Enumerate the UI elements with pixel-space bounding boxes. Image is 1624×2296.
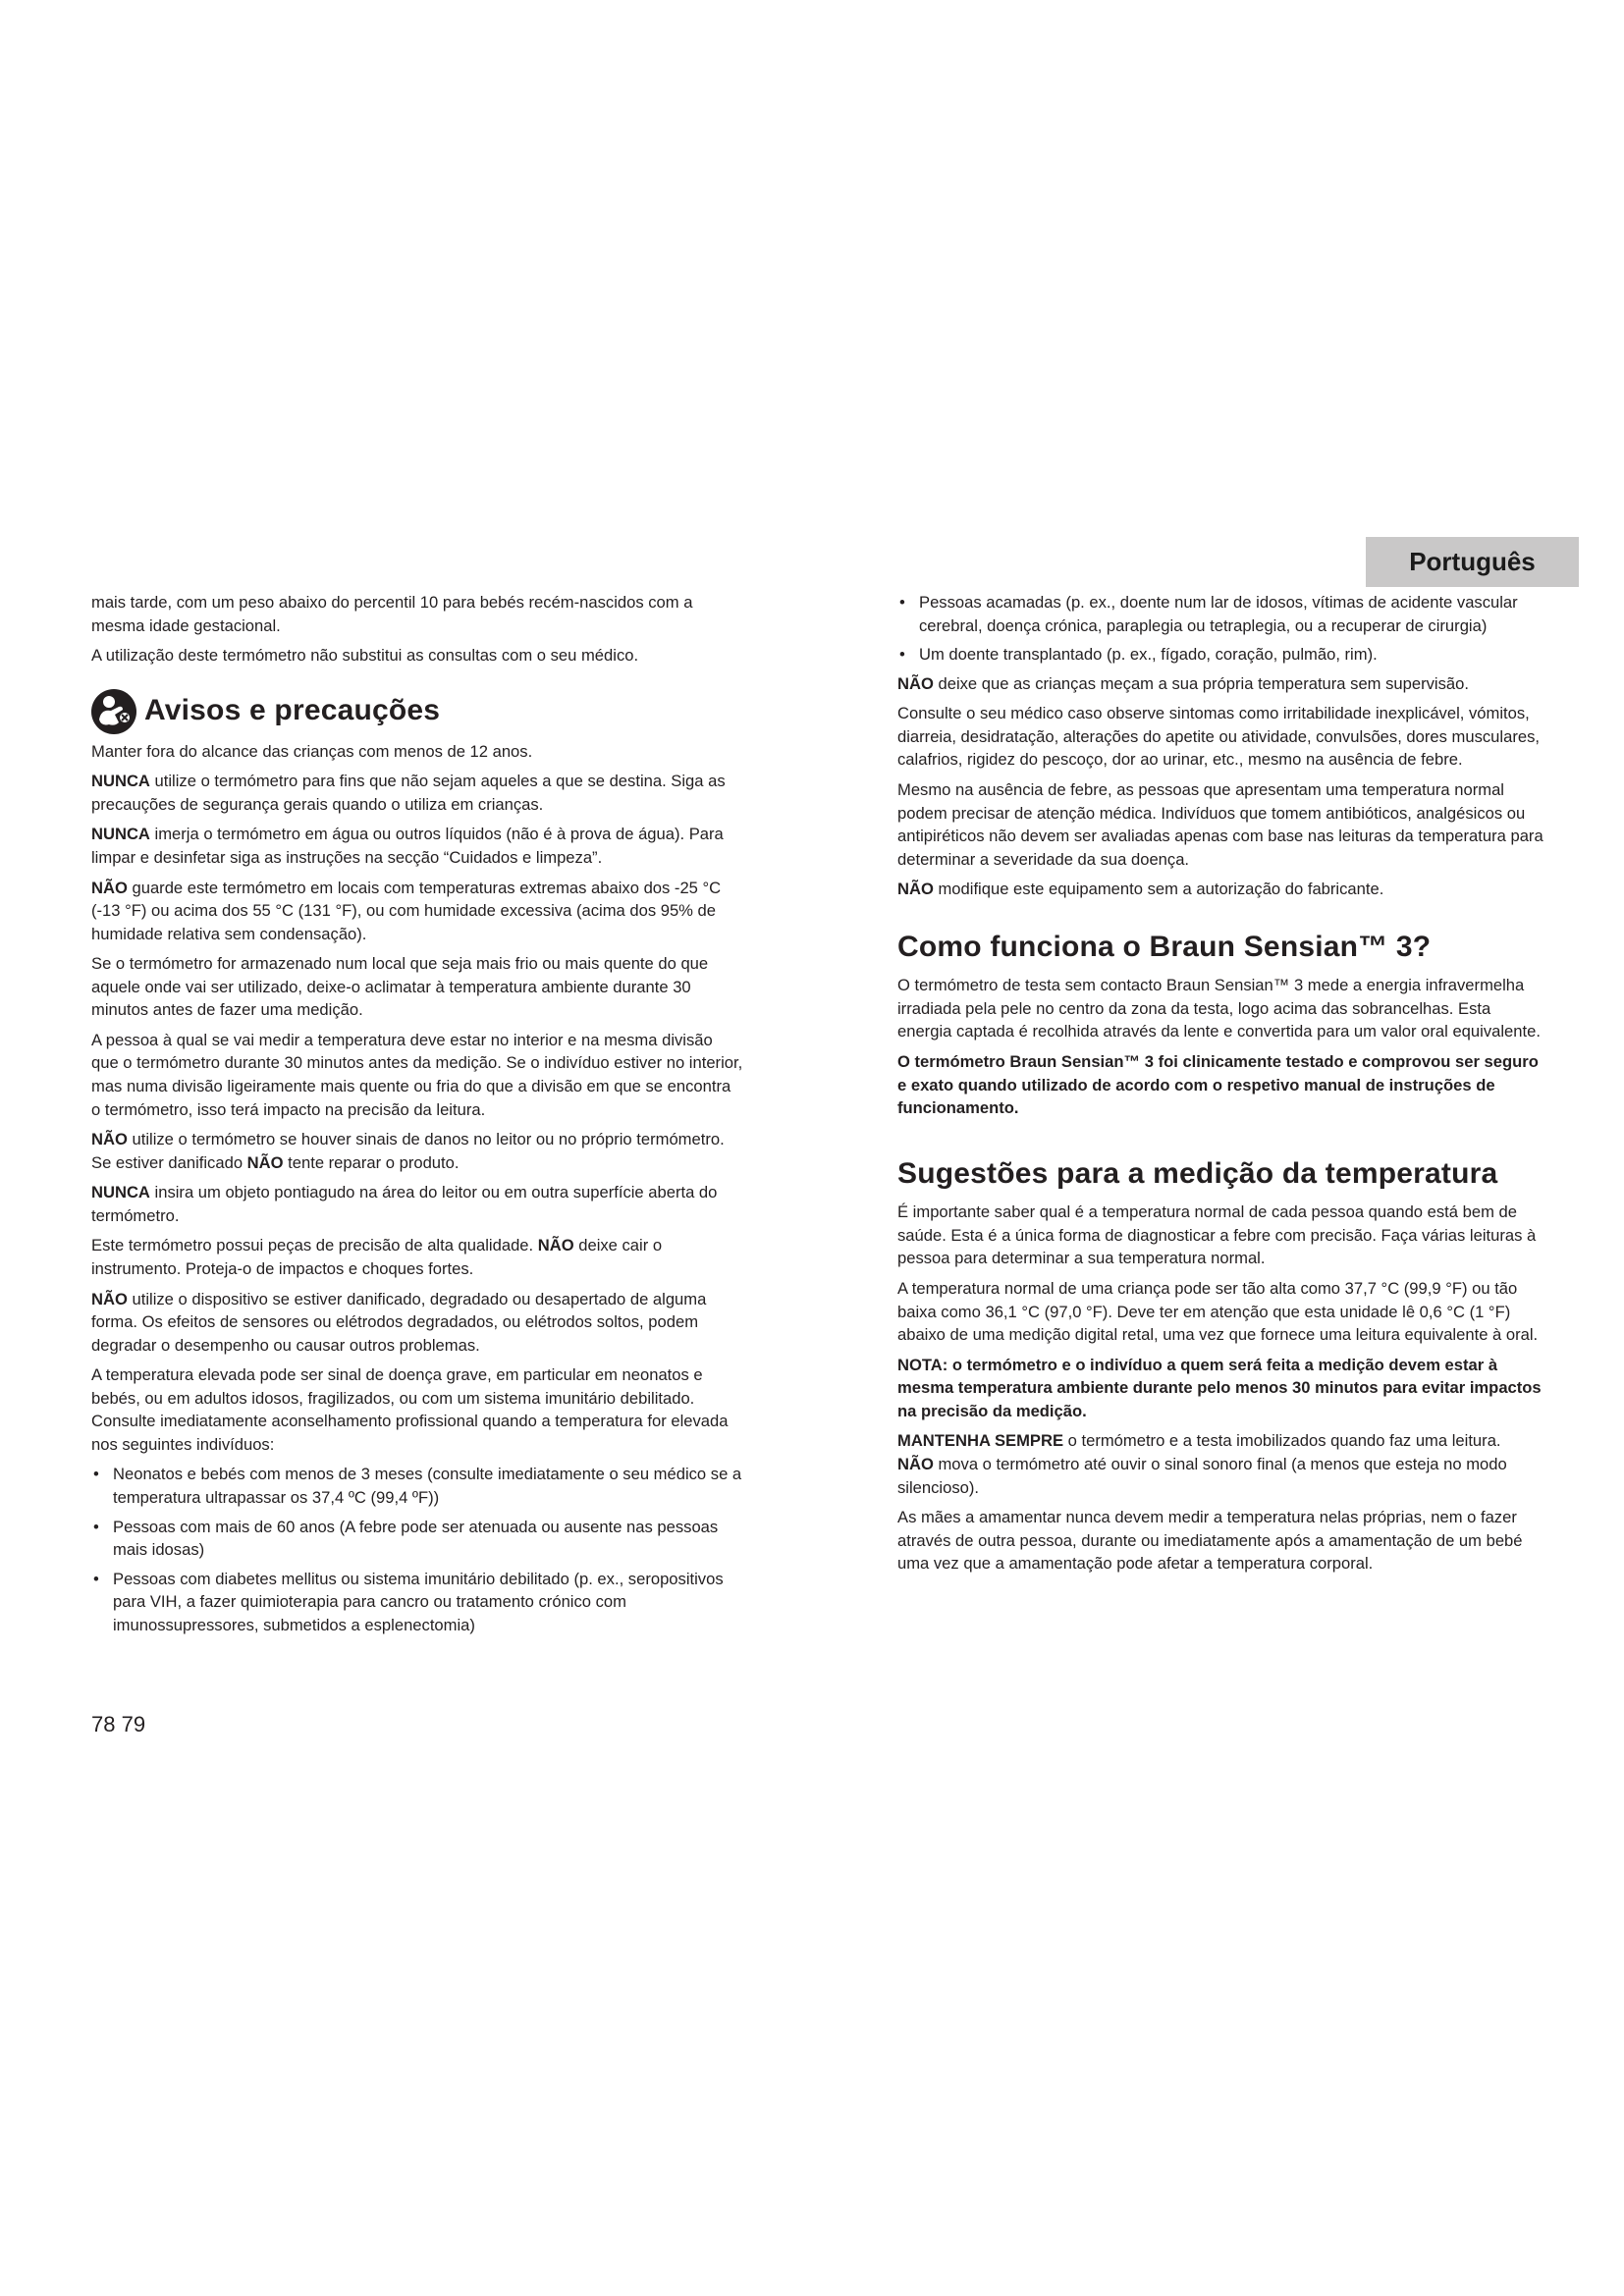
warnings-heading	[91, 687, 743, 736]
how-it-works-heading: Como funciona o Braun Sensian™ 3?	[897, 930, 1432, 963]
paragraph: A temperatura normal de uma criança pode ser tão alta como 37,7 °C (99,9 °F) ou tão baixa como 36,1 °C (97,0 °F). Deve ter em atenção que esta unidade lê 0,6 °C (1 °F) abaixo de uma medição digital retal, uma vez que fornece uma leitura equivalente à oral.	[897, 1279, 1539, 1345]
paragraph: NÃO utilize o termómetro se houver sinais de danos no leitor ou no próprio termómetro. Se estiver danificado NÃO tente reparar o produto.	[91, 1130, 725, 1172]
paragraph: Este termómetro possui peças de precisão de alta qualidade. NÃO deixe cair o instrumento. Proteja-o de impactos e choques fortes.	[91, 1236, 663, 1278]
paragraph: NÃO mova o termómetro até ouvir o sinal sonoro final (a menos que esteja no modo silencioso).	[897, 1454, 1507, 1497]
paragraph: Consulte o seu médico caso observe sintomas como irritabilidade inexplicável, vómitos, diarreia, desidratação, alterações do apetite ou atividade, convulsões, dores musculares, calafrios, rigidez do pescoço, dor ao urinar, etc., mesmo na ausência de febre.	[897, 704, 1540, 770]
paragraph: MANTENHA SEMPRE o termómetro e a testa imobilizados quando faz uma leitura.	[897, 1431, 1501, 1451]
paragraph: Manter fora do alcance das crianças com menos de 12 anos.	[91, 741, 533, 761]
language-tab: Português	[1366, 537, 1579, 587]
right-column	[897, 591, 1545, 1582]
paragraph: O termómetro Braun Sensian™ 3 foi clinicamente testado e comprovou ser seguro e exato quando utilizado de acordo com o respetivo manual de instruções de funcionamento.	[897, 1052, 1539, 1118]
warnings-title: Avisos e precauções	[144, 694, 441, 727]
list-item: • Neonatos e bebés com menos de 3 meses (consulte imediatamente o seu médico se a temperatura ultrapassar os 37,4 ºC (99,4 ºF))	[91, 1463, 743, 1509]
intro-paragraph: mais tarde, com um peso abaixo do percentil 10 para bebés recém-nascidos com a mesma idade gestacional.	[91, 593, 693, 635]
paragraph: As mães a amamentar nunca devem medir a temperatura nelas próprias, nem o fazer através de outra pessoa, durante ou imediatamente após a amamentação de um bebé uma vez que a amamentação pode afetar a temperatura corporal.	[897, 1508, 1523, 1574]
paragraph: NÃO guarde este termómetro em locais com temperaturas extremas abaixo dos -25 °C (-13 °F) ou acima dos 55 °C (131 °F), ou com humidade excessiva (acima dos 95% de humidade relativa sem condensação).	[91, 878, 722, 943]
paragraph: A temperatura elevada pode ser sinal de doença grave, em particular em neonatos e bebés, ou em adultos idosos, fragilizados, ou com um sistema imunitário debilitado. Consulte imediatamente aconselhamento profissional quando a temperatura for elevada nos seguintes indivíduos:	[91, 1365, 729, 1454]
list-item: • Pessoas acamadas (p. ex., doente num lar de idosos, vítimas de acidente vascular cerebral, doença crónica, paraplegia ou tetraplegia, ou a recuperar de cirurgia)	[897, 591, 1545, 637]
warning-child-icon	[89, 687, 138, 736]
paragraph: Mesmo na ausência de febre, as pessoas que apresentam uma temperatura normal podem precisar de atenção médica. Indivíduos que tomem antibióticos, analgésicos ou antipiréticos não devem ser avaliadas apenas com base nas leituras da temperatura para determinar a severidade da sua doença.	[897, 779, 1543, 869]
paragraph: NÃO modifique este equipamento sem a autorização do fabricante.	[897, 880, 1384, 899]
paragraph: O termómetro de testa sem contacto Braun Sensian™ 3 mede a energia infravermelha irradiada pela pele no centro da zona da testa, logo acima das sobrancelhas. Esta energia captada é recolhida através da lente e convertida para um valor oral equivalente.	[897, 976, 1541, 1041]
paragraph: NÃO deixe que as crianças meçam a sua própria temperatura sem supervisão.	[897, 673, 1469, 693]
list-item: • Pessoas com diabetes mellitus ou sistema imunitário debilitado (p. ex., seropositivos para VIH, a fazer quimioterapia para cancro ou tratamento crónico com imunossupressores, submetidos a esplenectomia)	[91, 1568, 743, 1637]
note-paragraph: NOTA: o termómetro e o indivíduo a quem será feita a medição devem estar à mesma temperatura ambiente durante pelo menos 30 minutos para evitar impactos na precisão da medição.	[897, 1355, 1542, 1420]
paragraph: NUNCA utilize o termómetro para fins que não sejam aqueles a que se destina. Siga as precauções de segurança gerais quando o utiliza em crianças.	[91, 772, 726, 814]
list-item: • Pessoas com mais de 60 anos (A febre pode ser atenuada ou ausente nas pessoas mais idosas)	[91, 1516, 743, 1562]
paragraph: A pessoa à qual se vai medir a temperatura deve estar no interior e na mesma divisão que o termómetro durante 30 minutos antes da medição. Se o indivíduo estiver no interior, mas numa divisão ligeiramente mais quente ou fria do que a divisão em que se encontra o termómetro, isso terá impacto na precisão da leitura.	[91, 1030, 743, 1119]
list-item: • Um doente transplantado (p. ex., fígado, coração, pulmão, rim).	[897, 643, 1545, 667]
paragraph: É importante saber qual é a temperatura normal de cada pessoa quando está bem de saúde. Esta é a única forma de diagnosticar a febre com precisão. Faça várias leituras à pessoa para determinar a sua temperatura normal.	[897, 1202, 1537, 1268]
paragraph: NÃO utilize o dispositivo se estiver danificado, degradado ou desapertado de alguma forma. Os efeitos de sensores ou elétrodos degradados, ou elétrodos soltos, podem degradar o desempenho ou causar outros problemas.	[91, 1289, 707, 1355]
page-numbers: 78 79	[91, 1712, 146, 1736]
tips-heading: Sugestões para a medição da temperatura	[897, 1156, 1498, 1190]
left-column	[91, 591, 743, 1642]
paragraph: NUNCA imerja o termómetro em água ou outros líquidos (não é à prova de água). Para limpar e desinfetar siga as instruções na secção “Cuidados e limpeza”.	[91, 825, 724, 867]
paragraph: Se o termómetro for armazenado num local que seja mais frio ou mais quente do que aquele onde vai ser utilizado, deixe-o aclimatar à temperatura ambiente durante 30 minutos antes de fazer uma medição.	[91, 954, 709, 1020]
paragraph: NUNCA insira um objeto pontiagudo na área do leitor ou em outra superfície aberta do termómetro.	[91, 1183, 718, 1225]
intro-paragraph: A utilização deste termómetro não substitui as consultas com o seu médico.	[91, 646, 639, 666]
